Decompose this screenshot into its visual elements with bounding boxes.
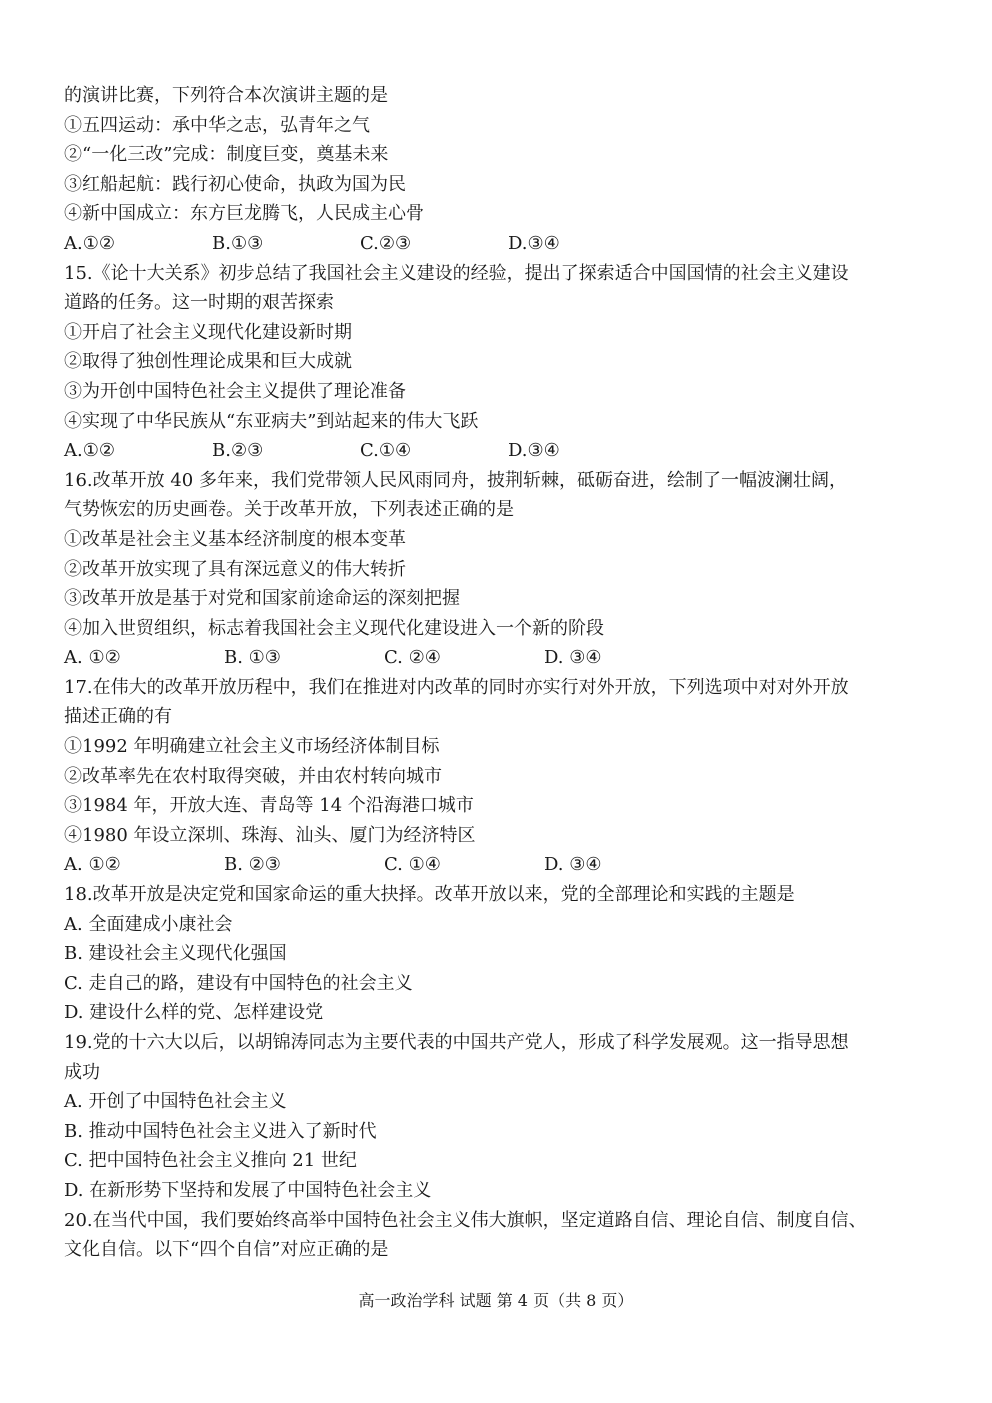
q19-option-b: B. 推动中国特色社会主义进入了新时代 bbox=[64, 1120, 377, 1142]
q17-options bbox=[64, 850, 944, 880]
q19-option-a: A. 开创了中国特色社会主义 bbox=[64, 1091, 287, 1113]
q18-stem: 18.改革开放是决定党和国家命运的重大抉择。改革开放以来，党的全部理论和实践的主题是 bbox=[64, 884, 795, 906]
q17-option-a: A. ①② bbox=[64, 854, 121, 876]
exam-page bbox=[64, 81, 944, 1265]
q15-item-2: ②取得了独创性理论成果和巨大成就 bbox=[64, 351, 352, 373]
q17-stem-line-2: 描述正确的有 bbox=[64, 706, 172, 728]
q18-option-c: C. 走自己的路，建设有中国特色的社会主义 bbox=[64, 972, 413, 994]
q17-option-d: D. ③④ bbox=[544, 854, 602, 876]
q18-option-b: B. 建设社会主义现代化强国 bbox=[64, 943, 287, 965]
q18-option-a: A. 全面建成小康社会 bbox=[64, 913, 233, 935]
q16-option-c: C. ②④ bbox=[384, 647, 441, 669]
q15-stem-line-1: 15.《论十大关系》初步总结了我国社会主义建设的经验，提出了探索适合中国国情的社会主义建设 bbox=[64, 262, 849, 284]
q14-item-4: ④新中国成立：东方巨龙腾飞，人民成主心骨 bbox=[64, 203, 424, 225]
q17-option-b: B. ②③ bbox=[224, 854, 281, 876]
q17-item-4: ④1980 年设立深圳、珠海、汕头、厦门为经济特区 bbox=[64, 824, 476, 846]
q16-option-d: D. ③④ bbox=[544, 647, 602, 669]
q15-option-b: B.②③ bbox=[212, 440, 264, 462]
q16-option-a: A. ①② bbox=[64, 647, 121, 669]
q17-item-1: ①1992 年明确建立社会主义市场经济体制目标 bbox=[64, 736, 440, 758]
q15-item-3: ③为开创中国特色社会主义提供了理论准备 bbox=[64, 380, 406, 402]
q17-item-3: ③1984 年，开放大连、青岛等 14 个沿海港口城市 bbox=[64, 795, 474, 817]
q16-item-4: ④加入世贸组织，标志着我国社会主义现代化建设进入一个新的阶段 bbox=[64, 617, 604, 639]
q18-option-d: D. 建设什么样的党、怎样建设党 bbox=[64, 1002, 324, 1024]
page-footer: 高一政治学科 试题 第 4 页（共 8 页） bbox=[358, 1291, 634, 1310]
q19-stem-line-2: 成功 bbox=[64, 1061, 100, 1083]
q15-option-d: D.③④ bbox=[508, 440, 560, 462]
q15-stem-line-2: 道路的任务。这一时期的艰苦探索 bbox=[64, 292, 334, 314]
q19-option-d: D. 在新形势下坚持和发展了中国特色社会主义 bbox=[64, 1179, 432, 1201]
q15-option-a: A.①② bbox=[64, 440, 115, 462]
q20-stem-line-2: 文化自信。以下“四个自信”对应正确的是 bbox=[64, 1239, 389, 1261]
q16-stem-line-2: 气势恢宏的历史画卷。关于改革开放，下列表述正确的是 bbox=[64, 499, 514, 521]
q16-item-3: ③改革开放是基于对党和国家前途命运的深刻把握 bbox=[64, 588, 460, 610]
q14-option-c: C.②③ bbox=[360, 232, 412, 254]
q17-item-2: ②改革率先在农村取得突破，并由农村转向城市 bbox=[64, 765, 442, 787]
q17-stem-line-1: 17.在伟大的改革开放历程中，我们在推进对内改革的同时亦实行对外开放，下列选项中对对外开放 bbox=[64, 676, 849, 698]
q14-item-2: ②“一化三改”完成：制度巨变，奠基未来 bbox=[64, 144, 389, 166]
q14-item-1: ①五四运动：承中华之志，弘青年之气 bbox=[64, 114, 370, 136]
q14-option-d: D.③④ bbox=[508, 232, 560, 254]
q16-option-b: B. ①③ bbox=[224, 647, 281, 669]
q16-stem-line-1: 16.改革开放 40 多年来，我们党带领人民风雨同舟，披荆斩棘，砥砺奋进，绘制了一幅波澜壮阔， bbox=[64, 469, 847, 491]
q19-stem-line-1: 19.党的十六大以后，以胡锦涛同志为主要代表的中国共产党人，形成了科学发展观。这一指导思想 bbox=[64, 1032, 849, 1053]
q16-item-1: ①改革是社会主义基本经济制度的根本变革 bbox=[64, 528, 406, 550]
q14-option-a: A.①② bbox=[64, 232, 115, 254]
q19-option-c: C. 把中国特色社会主义推向 21 世纪 bbox=[64, 1150, 357, 1172]
q17-option-c: C. ①④ bbox=[384, 854, 441, 876]
q16-item-2: ②改革开放实现了具有深远意义的伟大转折 bbox=[64, 558, 406, 580]
q14-stem-continued: 的演讲比赛，下列符合本次演讲主题的是 bbox=[64, 85, 388, 106]
q15-item-4: ④实现了中华民族从“东亚病夫”到站起来的伟大飞跃 bbox=[64, 410, 479, 432]
q15-option-c: C.①④ bbox=[360, 440, 412, 462]
q14-option-b: B.①③ bbox=[212, 232, 264, 254]
q15-item-1: ①开启了社会主义现代化建设新时期 bbox=[64, 321, 352, 343]
q14-options bbox=[64, 229, 944, 259]
q14-item-3: ③红船起航：践行初心使命，执政为国为民 bbox=[64, 173, 406, 195]
q20-stem-line-1: 20.在当代中国，我们要始终高举中国特色社会主义伟大旗帜，坚定道路自信、理论自信、制度自信、 bbox=[64, 1209, 867, 1231]
q16-options bbox=[64, 643, 944, 673]
q15-options bbox=[64, 436, 944, 466]
